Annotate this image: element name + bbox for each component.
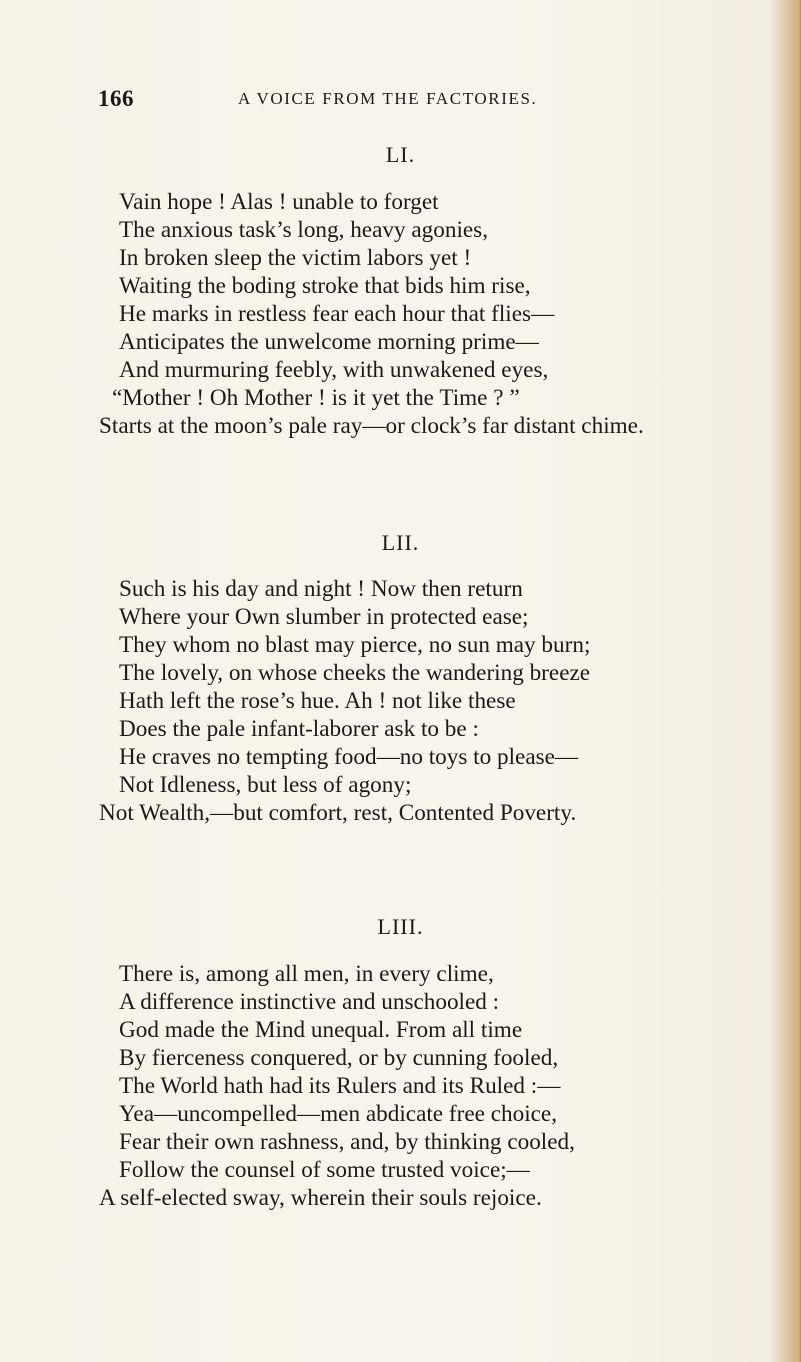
page-number: 166 <box>98 86 134 111</box>
verse-line: He craves no tempting food—no toys to please— <box>119 744 579 770</box>
stanza-number: LII. <box>381 530 420 555</box>
verse-line: There is, among all men, in every clime, <box>119 961 494 987</box>
verse-line: Yea—uncompelled—men abdicate free choice, <box>119 1101 558 1127</box>
verse-line: Starts at the moon’s pale ray—or clock’s far distant chime. <box>99 413 644 439</box>
verse-line: Does the pale infant-laborer ask to be : <box>119 716 479 742</box>
verse-line: He marks in restless fear each hour that flies— <box>119 301 555 327</box>
verse-line: In broken sleep the victim labors yet ! <box>119 245 472 271</box>
stanza-number: LI. <box>385 142 416 167</box>
verse-line: A self-elected sway, wherein their souls rejoice. <box>99 1185 542 1211</box>
verse-line: Such is his day and night ! Now then return <box>119 576 523 602</box>
verse-line: Where your Own slumber in protected ease; <box>119 604 529 630</box>
verse-line: The anxious task’s long, heavy agonies, <box>119 217 488 243</box>
page-edge-shadow <box>795 0 801 1362</box>
running-head <box>98 86 658 116</box>
stanza-number: LIII. <box>377 914 424 939</box>
verse-line: Waiting the boding stroke that bids him rise, <box>119 273 531 299</box>
verse-line: They whom no blast may pierce, no sun may burn; <box>119 632 591 658</box>
verse-line: God made the Mind unequal. From all time <box>119 1017 523 1043</box>
verse-line: And murmuring feebly, with unwakened eyes, <box>119 357 549 383</box>
verse-line: A difference instinctive and unschooled : <box>119 989 500 1015</box>
verse-line: The World hath had its Rulers and its Ruled :— <box>119 1073 561 1099</box>
running-title: A VOICE FROM THE FACTORIES. <box>238 89 538 108</box>
verse-line: “Mother ! Oh Mother ! is it yet the Time ? ” <box>112 385 520 411</box>
verse-line: By fierceness conquered, or by cunning fooled, <box>119 1045 559 1071</box>
verse-line: Not Idleness, but less of agony; <box>119 772 412 798</box>
verse-line: Hath left the rose’s hue. Ah ! not like these <box>119 688 516 714</box>
verse-line: Fear their own rashness, and, by thinking cooled, <box>119 1129 575 1155</box>
verse-line: Vain hope ! Alas ! unable to forget <box>119 189 439 215</box>
verse-line: Follow the counsel of some trusted voice;— <box>119 1157 530 1183</box>
verse-line: Not Wealth,—but comfort, rest, Contented Poverty. <box>99 800 577 826</box>
verse-line: Anticipates the unwelcome morning prime— <box>119 329 539 355</box>
verse-line: The lovely, on whose cheeks the wandering breeze <box>119 660 591 686</box>
